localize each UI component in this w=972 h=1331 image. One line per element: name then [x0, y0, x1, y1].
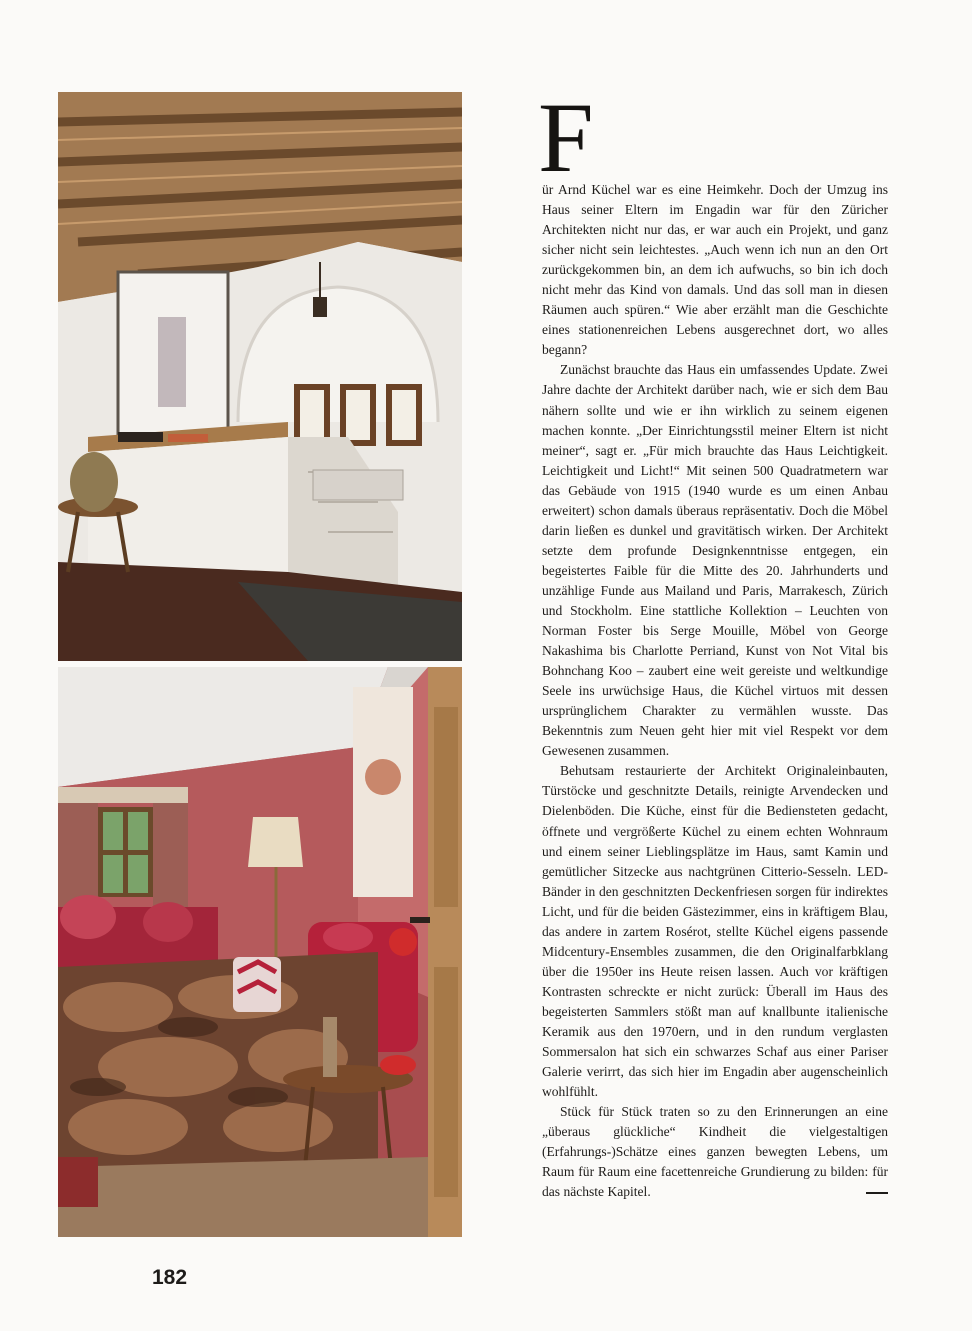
paragraph-4 [542, 1102, 888, 1202]
end-mark [866, 1192, 888, 1194]
article-body [542, 180, 888, 1202]
photo-stairwell [58, 92, 462, 661]
drop-cap: F [538, 82, 594, 193]
paragraph-3: Behutsam restaurierte der Architekt Originaleinbauten, Türstöcke und geschnitzte Details, reinigte Arvendecken und Dielenböden. Die Küche, einst für die Bediensteten gedacht, öffnete und vergrößerte Küchel zu einem echten Wohnraum und einem seiner Lieblingsplätze im Haus, samt Kamin und gemütlicher Sitzecke aus nachtgrünen Citterio-Sesseln. LED-Bänder in den geschnitzten Deckenfriesen sorgen für indirektes Licht, und für die beiden Gästezimmer, eins in kräftigem Blau, das andere in zartem Rosérot, stellte Küchel eigens passende Midcentury-Ensembles zusammen, die den Originalfarbklang über die 1950er ins Heute reisen lassen. Auch vor kräftigen Kontrasten schreckte er nicht zurück: Überall im Haus des begeisterten Sammlers stößt man auf knallbunte italienische Keramik aus den 1970ern, und in den rundum verglasten Sommersalon hat sich ein schwarzes Schaf aus einer Pariser Galerie verirrt, das sich hier im Engadin aber augenscheinlich wohlfühlt. [542, 763, 888, 1100]
paragraph-4-text: Stück für Stück traten so zu den Erinnerungen an eine „überaus glückliche“ Kindheit die vielgestaltigen (Erfahrungs-)Schätze eines ganzen bewegten Lebens, um Raum für Raum eine facettenreiche Grundierung zu bilden: für das nächste Kapitel. [542, 1104, 888, 1200]
paragraph-1: ür Arnd Küchel war es eine Heimkehr. Doch der Umzug ins Haus seiner Eltern im Engadin war für den Züricher Architekten nicht nur das, er war auch ein Projekt, und ganz sicher nicht sein leichtestes. „Auch wenn ich nun an den Ort zurückgekommen bin, an dem ich aufwuchs, so bin ich doch nicht mehr das Kind von damals. Und das soll man in diesen Räumen auch spüren.“ Wie aber erzählt man die Geschichte eines stationenreichen Lebens ausgerechnet dort, wo alles begann? [542, 182, 888, 358]
photo-guest-bedroom [58, 667, 462, 1237]
paragraph-2: Zunächst brauchte das Haus ein umfassendes Update. Zwei Jahre dachte der Architekt darüber nach, wie er sich dem Bau nähern sollte und wie er ihn wirklich zu seinem eigenen machen konnte. „Der Einrichtungsstil meiner Eltern ist nicht meiner“, sagt er. „Für mich brauchte das Haus Leichtigkeit. Leichtigkeit und Licht!“ Mit seinen 500 Quadratmetern war das Gebäude von 1915 (1940 wurde es um einen Anbau erweitert) schon damals überaus repräsentativ. Doch die Möbel darin ließen es dunkel und gravitätisch wirken. Der Architekt setzte dem profunde Designkenntnisse entgegen, ein begeistertes Faible für die Mitte des 20. Jahrhunderts und unzählige Funde aus Mailand und Paris, Marrakesch, Zürich und Stockholm. Eine stattliche Kollektion – Leuchten von Norman Foster bis Serge Mouille, Möbel von George Nakashima bis Charlotte Perriand, Kunst von Not Vital bis Bohnchang Koo – zaubert eine weit gereiste und weltkundige Seele ins urwüchsige Haus, die Küchel virtuos mit dessen ursprünglichem Charakter zu vermählen wusste. Das Bekenntnis zum Neuen geht hier mit viel Respekt vor dem Gewesenen zusammen. [542, 362, 888, 759]
page-number: 182 [152, 1266, 188, 1289]
